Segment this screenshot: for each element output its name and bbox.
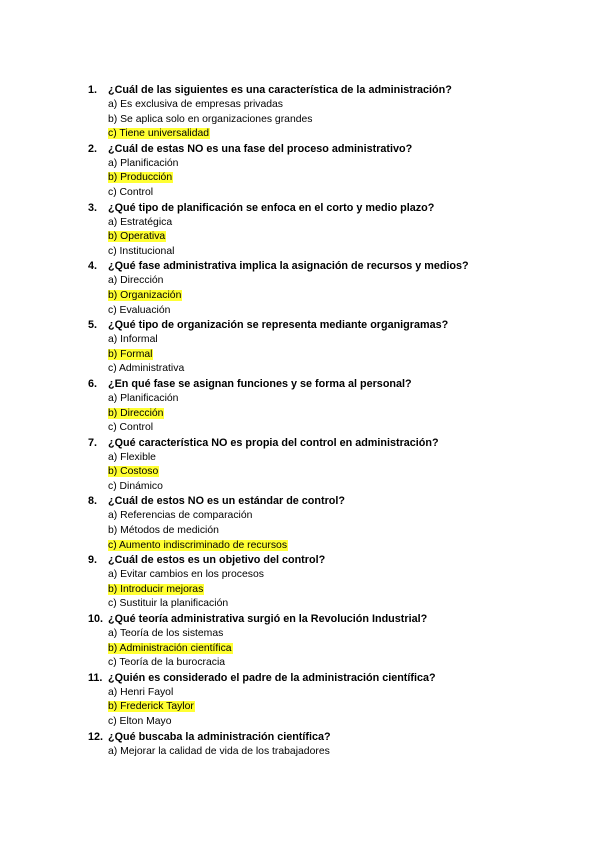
question-item <box>0 436 600 495</box>
answer-option <box>0 113 600 128</box>
question-text: ¿Qué característica NO es propia del control en administración? <box>108 436 439 449</box>
question-heading <box>0 201 600 216</box>
answer-option-label: b) Organización <box>108 289 182 301</box>
answer-option <box>0 362 600 377</box>
question-heading <box>0 142 600 157</box>
answer-option-label: a) Henri Fayol <box>108 686 174 698</box>
answer-option-label: a) Es exclusiva de empresas privadas <box>108 99 283 110</box>
answer-option <box>0 245 600 260</box>
answer-option <box>0 333 600 348</box>
answer-option-label: b) Dirección <box>108 407 164 419</box>
answer-option-label: b) Métodos de medición <box>108 525 219 537</box>
question-number: 6. <box>88 377 98 390</box>
answer-option <box>0 157 600 172</box>
question-item <box>0 612 600 671</box>
answer-option-label: c) Evaluación <box>108 304 171 316</box>
answer-option <box>0 304 600 319</box>
answer-option-label: c) Elton Mayo <box>108 716 172 727</box>
question-heading <box>0 730 600 745</box>
answer-option <box>0 186 600 201</box>
answer-option-label: a) Estratégica <box>108 216 173 228</box>
answer-option <box>0 597 600 612</box>
answer-option <box>0 421 600 436</box>
question-number: 5. <box>88 319 98 332</box>
question-item <box>0 318 600 377</box>
answer-option-highlighted <box>0 465 600 480</box>
answer-option-highlighted <box>0 642 600 657</box>
answer-option-label: a) Evitar cambios en los procesos <box>108 569 264 581</box>
answer-option-label: c) Teoría de la burocracia <box>108 657 226 669</box>
question-text: ¿Cuál de estos es un objetivo del control? <box>108 554 326 567</box>
question-item <box>0 671 600 730</box>
question-text: ¿Qué fase administrativa implica la asignación de recursos y medios? <box>108 260 469 273</box>
answer-option-label: b) Operativa <box>108 231 166 243</box>
answer-option-label: c) Institucional <box>108 245 175 257</box>
answer-option-label: b) Formal <box>108 348 153 360</box>
question-number: 7. <box>88 436 98 449</box>
question-item <box>0 259 600 318</box>
question-heading <box>0 318 600 333</box>
answer-option <box>0 480 600 495</box>
answer-option <box>0 745 600 760</box>
question-text: ¿Qué teoría administrativa surgió en la Revolución Industrial? <box>108 613 428 626</box>
answer-option-highlighted <box>0 700 600 715</box>
answer-option <box>0 686 600 701</box>
answer-option <box>0 524 600 539</box>
question-item <box>0 494 600 553</box>
answer-option-label: a) Informal <box>108 334 158 346</box>
answer-option-label: a) Teoría de los sistemas <box>108 628 224 640</box>
answer-option-highlighted <box>0 289 600 304</box>
answer-option-label: a) Mejorar la calidad de vida de los trabajadores <box>108 745 330 757</box>
answer-option-highlighted <box>0 348 600 363</box>
question-text: ¿Cuál de las siguientes es una característica de la administración? <box>108 84 452 96</box>
question-number: 8. <box>88 495 98 508</box>
question-item <box>0 201 600 260</box>
question-heading <box>0 553 600 568</box>
answer-option <box>0 451 600 466</box>
question-number: 11. <box>88 671 103 684</box>
answer-option <box>0 627 600 642</box>
answer-option-label: a) Referencias de comparación <box>108 510 253 522</box>
question-item <box>0 730 600 760</box>
answer-option-highlighted <box>0 127 600 142</box>
question-heading <box>0 83 600 98</box>
question-heading <box>0 612 600 627</box>
answer-option-label: a) Planificación <box>108 157 179 169</box>
answer-option <box>0 274 600 289</box>
question-number: 12. <box>88 730 104 743</box>
answer-option-label: c) Tiene universalidad <box>108 128 210 140</box>
question-text: ¿Quién es considerado el padre de la administración científica? <box>108 671 436 684</box>
answer-option <box>0 98 600 113</box>
answer-option <box>0 392 600 407</box>
answer-option-label: b) Costoso <box>108 466 159 478</box>
question-heading <box>0 436 600 451</box>
question-number: 9. <box>88 554 98 567</box>
question-item <box>0 377 600 436</box>
question-heading <box>0 671 600 686</box>
answer-option-label: c) Control <box>108 422 154 434</box>
answer-option-highlighted <box>0 407 600 422</box>
answer-option-label: a) Planificación <box>108 392 179 404</box>
question-text: ¿Qué buscaba la administración científica? <box>108 730 331 743</box>
answer-option-label: b) Producción <box>108 172 173 184</box>
question-heading <box>0 259 600 274</box>
question-number: 4. <box>88 260 98 273</box>
question-heading <box>0 377 600 392</box>
question-number: 3. <box>88 201 98 214</box>
answer-option-label: b) Se aplica solo en organizaciones grandes <box>108 113 313 125</box>
answer-option-label: b) Administración científica <box>108 642 232 654</box>
question-number: 1. <box>88 84 98 96</box>
answer-option-label: c) Aumento indiscriminado de recursos <box>108 539 288 551</box>
answer-option <box>0 568 600 583</box>
answer-option-highlighted <box>0 583 600 598</box>
question-number: 2. <box>88 142 98 155</box>
answer-option-highlighted <box>0 171 600 186</box>
answer-option <box>0 509 600 524</box>
question-item <box>0 553 600 612</box>
answer-option <box>0 656 600 671</box>
question-text: ¿Cuál de estos NO es un estándar de control? <box>108 495 345 508</box>
question-item <box>0 83 600 142</box>
answer-option <box>0 216 600 231</box>
question-number: 10. <box>88 613 104 626</box>
answer-option-label: a) Dirección <box>108 275 164 287</box>
answer-option <box>0 715 600 730</box>
question-text: ¿En qué fase se asignan funciones y se forma al personal? <box>108 377 412 390</box>
question-heading <box>0 494 600 509</box>
answer-option-label: c) Control <box>108 186 154 198</box>
question-text: ¿Qué tipo de organización se representa mediante organigramas? <box>108 319 449 332</box>
answer-option-highlighted <box>0 539 600 554</box>
question-list <box>0 83 600 759</box>
answer-option-label: b) Frederick Taylor <box>108 701 194 713</box>
question-item <box>0 142 600 201</box>
question-text: ¿Qué tipo de planificación se enfoca en el corto y medio plazo? <box>108 201 435 214</box>
answer-option-label: b) Introducir mejoras <box>108 583 204 595</box>
question-text: ¿Cuál de estas NO es una fase del proceso administrativo? <box>108 142 413 155</box>
answer-option-label: c) Dinámico <box>108 480 163 492</box>
answer-option-highlighted <box>0 230 600 245</box>
answer-option-label: c) Sustituir la planificación <box>108 598 229 610</box>
answer-option-label: c) Administrativa <box>108 363 185 375</box>
answer-option-label: a) Flexible <box>108 451 156 463</box>
